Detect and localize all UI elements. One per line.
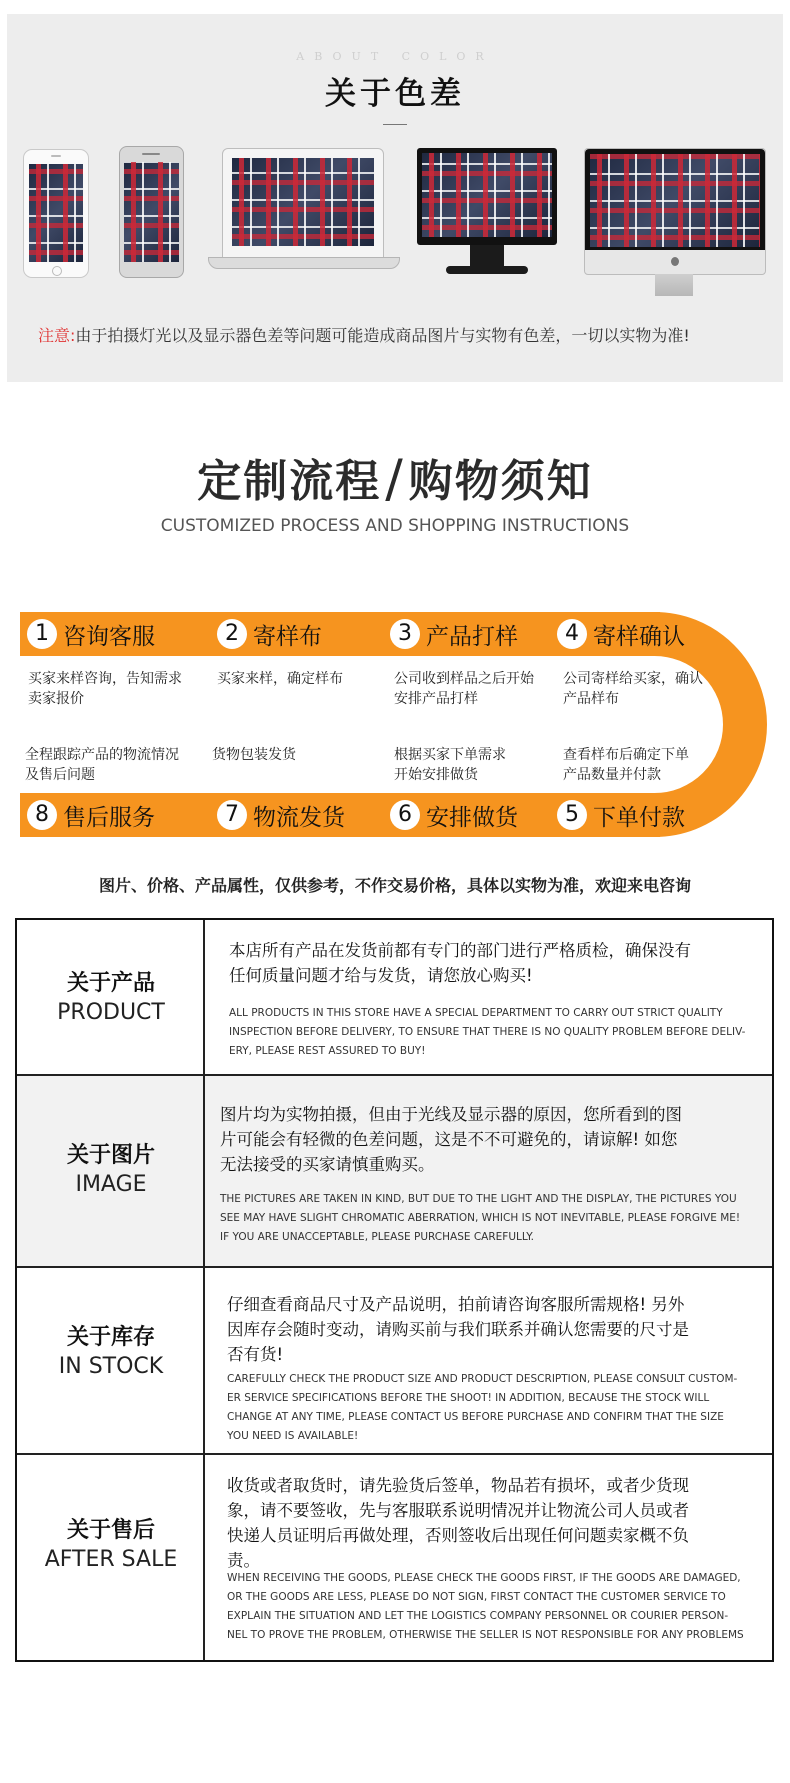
info-heading-en: AFTER SALE <box>44 1547 178 1572</box>
info-row-stock <box>17 1268 772 1455</box>
step-label: 寄样确认 <box>593 623 685 650</box>
imac-stand <box>655 274 693 296</box>
info-row-heading-cell <box>17 920 205 1074</box>
info-heading-cn: 关于产品 <box>66 971 155 996</box>
info-row-product <box>17 920 772 1076</box>
step-number: 6 <box>390 800 420 830</box>
process-subtitle: CUSTOMIZED PROCESS AND SHOPPING INSTRUCTIONS <box>160 516 630 536</box>
info-heading-cn: 关于售后 <box>66 1518 155 1543</box>
about-color-title: 关于色差 <box>325 76 465 112</box>
title-divider <box>383 124 407 125</box>
color-note <box>38 323 690 346</box>
step-4-desc: 公司寄样给买家，确认 产品样布 <box>563 671 703 707</box>
price-disclaimer: 图片、价格、产品属性，仅供参考，不作交易价格，具体以实物为准，欢迎来电咨询 <box>98 876 691 895</box>
step-3 <box>390 612 518 656</box>
step-number: 1 <box>27 619 57 649</box>
step-8-desc: 全程跟踪产品的物流情况 及售后问题 <box>25 747 179 783</box>
info-body-cn: 本店所有产品在发货前都有专门的部门进行严格质检，确保没有 任何质量问题才给与发货，请您放心购买! <box>229 941 691 985</box>
info-body-en: THE PICTURES ARE TAKEN IN KIND, BUT DUE TO THE LIGHT AND THE DISPLAY, THE PICTURES YOU SEE MAY HAVE SLIGHT CHROMATIC ABERRATION, WHICH IS NOT INEVITABLE, PLEASE FORGIVE ME! IF YOU ARE UNACCEPTABLE, PLEASE PURCHASE CAREFULLY. <box>220 1193 741 1243</box>
step-number: 7 <box>217 800 247 830</box>
process-title-left: 定制流程 <box>197 456 382 507</box>
step-number: 4 <box>557 619 587 649</box>
step-label: 产品打样 <box>426 623 518 650</box>
note-label: 注意: <box>38 326 76 345</box>
step-5-desc: 查看样布后确定下单 产品数量并付款 <box>563 747 689 783</box>
note-text: 由于拍摄灯光以及显示器色差等问题可能造成商品图片与实物有色差，一切以实物为准! <box>75 326 690 345</box>
step-6-desc: 根据买家下单需求 开始安排做货 <box>394 747 506 783</box>
step-7-desc: 货物包装发货 <box>212 747 296 763</box>
info-row-heading-cell <box>17 1455 205 1660</box>
step-label: 安排做货 <box>426 804 518 831</box>
monitor-base <box>446 266 528 274</box>
info-heading-en: IMAGE <box>75 1172 147 1197</box>
info-body-en: CAREFULLY CHECK THE PRODUCT SIZE AND PRODUCT DESCRIPTION, PLEASE CONSULT CUSTOM- ER SERVICE SPECIFICATIONS BEFORE THE SHOOT! IN ADDITION, BECAUSE THE STOCK WILL CHANGE AT ANY TIME, PLEASE CONTACT US BEFORE PURCHASE AND CONFIRM THAT THE SIZE YOU NEED IS AVAILABLE! <box>227 1373 738 1442</box>
step-1 <box>27 612 155 656</box>
info-heading-en: IN STOCK <box>58 1354 164 1379</box>
info-heading-en: PRODUCT <box>57 1000 165 1025</box>
phone-silver-image <box>119 146 184 278</box>
imac-image <box>584 148 766 275</box>
step-number: 3 <box>390 619 420 649</box>
step-6 <box>390 793 518 837</box>
info-body-cn: 仔细查看商品尺寸及产品说明，拍前请咨询客服所需规格! 另外 因库存会随时变动，请购买前与我们联系并确认您需要的尺寸是 否有货! <box>227 1295 689 1364</box>
info-body-en: ALL PRODUCTS IN THIS STORE HAVE A SPECIAL DEPARTMENT TO CARRY OUT STRICT QUALITY INSPECTION BEFORE DELIVERY, TO ENSURE THAT THERE IS NO QUALITY PROBLEM BEFORE DELIV- ERY, PLEASE REST ASSURED TO BUY! <box>229 1007 746 1057</box>
info-body-cn: 收货或者取货时，请先验货后签单，物品若有损坏，或者少货现 象，请不要签收，先与客服联系说明情况并让物流公司人员或者 快递人员证明后再做处理，否则签收后出现任何问题卖家概不负 责。 <box>227 1476 689 1570</box>
info-table <box>15 918 774 1662</box>
step-3-desc: 公司收到样品之后开始 安排产品打样 <box>394 671 534 707</box>
process-title <box>0 445 790 509</box>
info-heading-cn: 关于库存 <box>66 1325 155 1350</box>
title-slash: / <box>385 449 405 509</box>
info-row-heading-cell <box>17 1268 205 1453</box>
info-row-heading-cell <box>17 1076 205 1266</box>
phone-white-image <box>23 149 89 278</box>
step-5 <box>557 793 685 837</box>
step-2-desc: 买家来样，确定样布 <box>217 671 343 687</box>
info-heading-cn: 关于图片 <box>66 1143 155 1168</box>
info-body-cn: 图片均为实物拍摄，但由于光线及显示器的原因，您所看到的图 片可能会有轻微的色差问题，这是不不可避免的，请谅解! 如您 无法接受的买家请慎重购买。 <box>220 1105 682 1174</box>
info-row-image <box>17 1076 772 1268</box>
laptop-image <box>222 148 384 258</box>
step-number: 2 <box>217 619 247 649</box>
about-color-en: ABOUT COLOR <box>296 50 494 63</box>
step-1-desc: 买家来样咨询，告知需求 卖家报价 <box>28 671 182 707</box>
step-8 <box>27 793 155 837</box>
info-row-after-sale <box>17 1455 772 1660</box>
step-7 <box>217 793 345 837</box>
step-label: 寄样布 <box>253 623 322 650</box>
laptop-base <box>208 257 400 269</box>
step-label: 售后服务 <box>63 804 155 831</box>
step-2 <box>217 612 322 656</box>
step-label: 下单付款 <box>593 804 685 831</box>
step-number: 5 <box>557 800 587 830</box>
step-4 <box>557 612 685 656</box>
monitor-image <box>417 148 557 245</box>
process-title-right: 购物须知 <box>408 456 593 507</box>
step-label: 咨询客服 <box>63 623 155 650</box>
monitor-stand <box>470 245 504 268</box>
step-number: 8 <box>27 800 57 830</box>
step-label: 物流发货 <box>253 804 345 831</box>
info-body-en: WHEN RECEIVING THE GOODS, PLEASE CHECK THE GOODS FIRST, IF THE GOODS ARE DAMAGED, OR THE GOODS ARE LESS, PLEASE DO NOT SIGN, FIRST CONTACT THE CUSTOMER SERVICE TO EXPLAIN THE SITUATION AND LET THE LOGISTICS COMPANY PERSONNEL OR COURIER PERSON- NEL TO PROVE THE PROBLEM, OTHERWISE THE SELLER IS NOT RESPONSIBLE FOR ANY PROBLEMS <box>227 1572 744 1641</box>
